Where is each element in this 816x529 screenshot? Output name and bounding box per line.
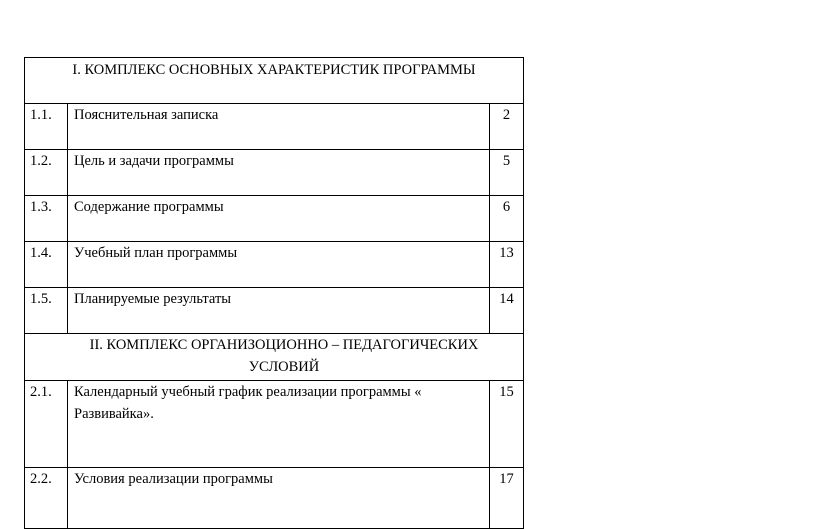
table-row	[25, 288, 524, 334]
section-header-row	[25, 58, 524, 104]
section-title-text: I. КОМПЛЕКС ОСНОВНЫХ ХАРАКТЕРИСТИК ПРОГРАММЫ	[72, 62, 476, 78]
item-page: 17	[490, 468, 524, 529]
item-title: Пояснительная записка	[68, 104, 490, 150]
item-number: 1.4.	[25, 242, 68, 288]
item-page: 6	[490, 196, 524, 242]
item-title: Цель и задачи программы	[68, 150, 490, 196]
item-title: Условия реализации программы	[68, 468, 490, 529]
table-row	[25, 150, 524, 196]
section-title-2	[25, 334, 524, 381]
item-title: Календарный учебный график реализации программы « Развивайка».	[68, 381, 490, 468]
table-of-contents	[24, 57, 524, 529]
item-number: 1.2.	[25, 150, 68, 196]
item-title: Содержание программы	[68, 196, 490, 242]
table-row	[25, 381, 524, 468]
section-title-1	[25, 58, 524, 104]
item-number: 2.2.	[25, 468, 68, 529]
section-header-row	[25, 334, 524, 381]
table-row	[25, 196, 524, 242]
item-title: Учебный план программы	[68, 242, 490, 288]
section-title-text: II. КОМПЛЕКС ОРГАНИЗОЦИОННО – ПЕДАГОГИЧЕСКИХ УСЛОВИЙ	[89, 337, 479, 375]
item-number: 1.1.	[25, 104, 68, 150]
item-page: 15	[490, 381, 524, 468]
item-page: 14	[490, 288, 524, 334]
table-row	[25, 104, 524, 150]
item-title: Планируемые результаты	[68, 288, 490, 334]
item-number: 1.5.	[25, 288, 68, 334]
table-row	[25, 242, 524, 288]
item-page: 13	[490, 242, 524, 288]
item-number: 1.3.	[25, 196, 68, 242]
item-page: 2	[490, 104, 524, 150]
item-page: 5	[490, 150, 524, 196]
table-row	[25, 468, 524, 529]
item-number: 2.1.	[25, 381, 68, 468]
